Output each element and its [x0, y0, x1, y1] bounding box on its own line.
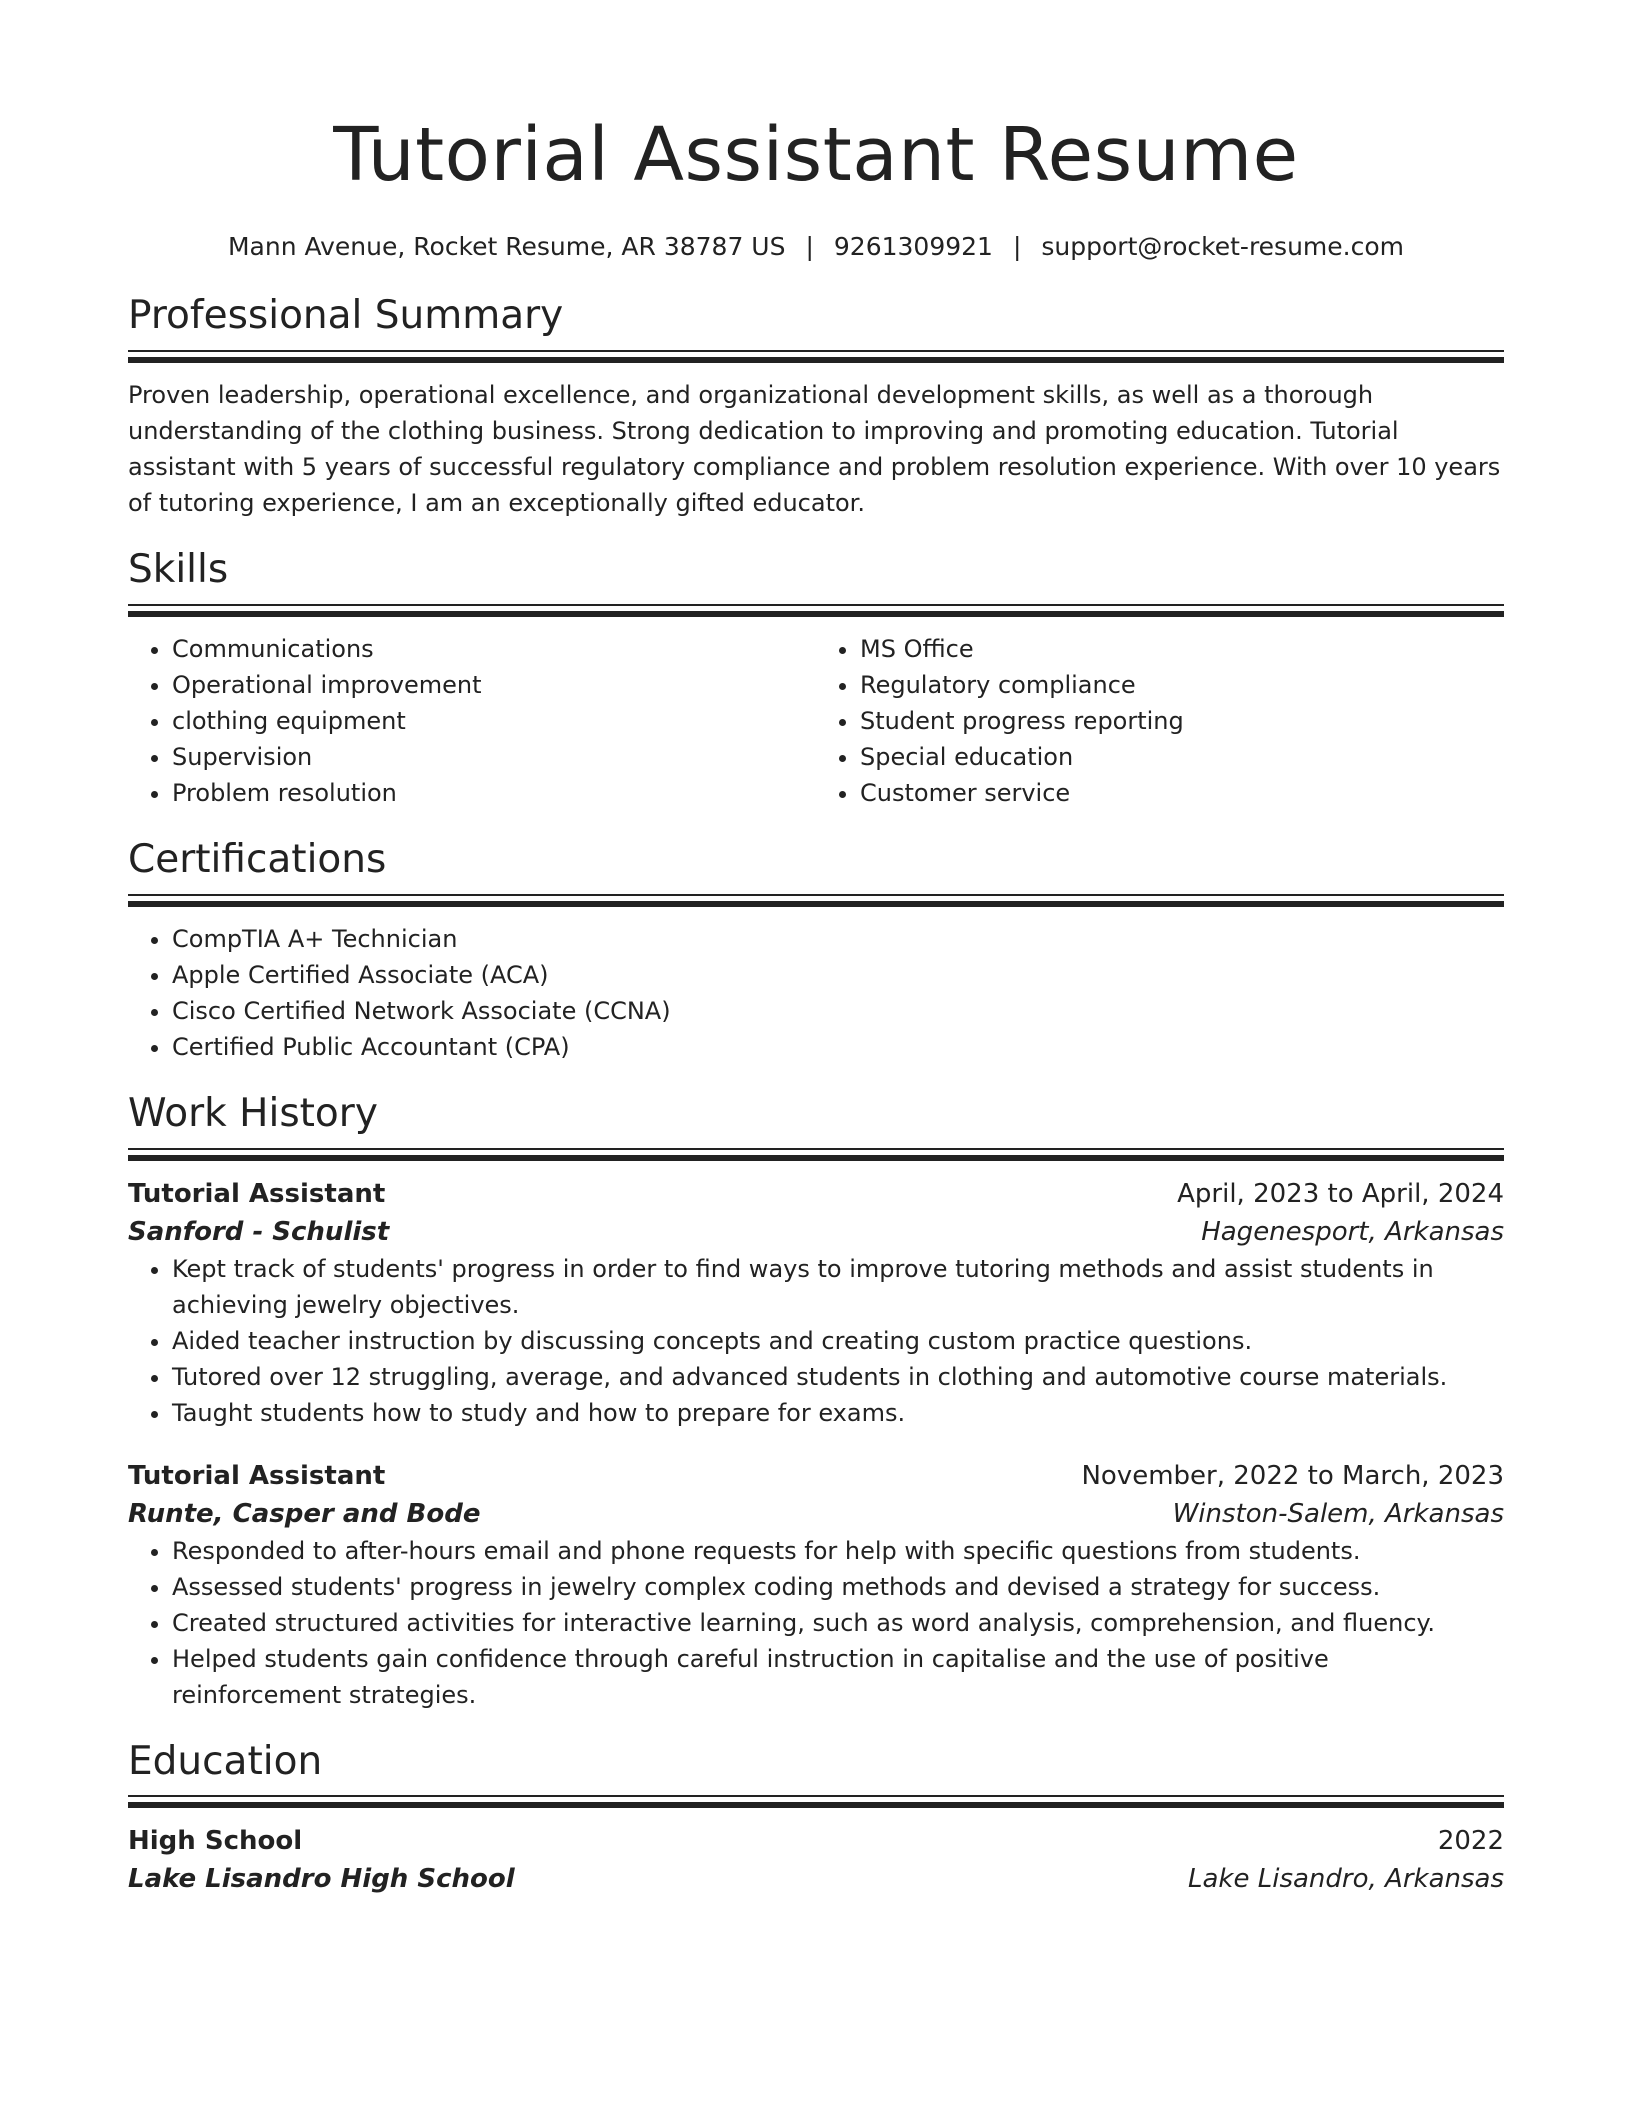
- skill-item: • Special education: [860, 739, 1504, 775]
- job-bullet: • Tutored over 12 struggling, average, and advanced students in clothing and automotive course materials.: [172, 1359, 1504, 1395]
- job-dates: April, 2023 to April, 2024: [1177, 1178, 1504, 1209]
- job-header-row: [128, 1457, 1504, 1495]
- contact-separator: |: [1012, 232, 1022, 261]
- skill-item: • Student progress reporting: [860, 703, 1504, 739]
- education-degree: High School: [128, 1826, 303, 1857]
- certifications-list: [128, 921, 1504, 1065]
- section-divider: [128, 350, 1504, 363]
- education-year: 2022: [1437, 1826, 1504, 1857]
- job-location: Winston-Salem, Arkansas: [1172, 1498, 1504, 1529]
- job-bullet: • Created structured activities for interactive learning, such as word analysis, comprehension, and fluency.: [172, 1605, 1504, 1641]
- certification-item: • Cisco Certified Network Associate (CCNA): [172, 993, 1504, 1029]
- section-divider: [128, 604, 1504, 617]
- summary-section: [128, 295, 1504, 521]
- contact-address: Mann Avenue, Rocket Resume, AR 38787 US: [227, 232, 786, 261]
- skills-grid: [128, 631, 1504, 811]
- skills-list-left: [128, 631, 816, 811]
- skill-item: • MS Office: [860, 631, 1504, 667]
- education-subheader-row: [128, 1860, 1504, 1898]
- work-history-heading: Work History: [128, 1090, 378, 1136]
- job-title: Tutorial Assistant: [128, 1460, 386, 1491]
- skills-section: [128, 546, 1504, 811]
- skill-item: • Problem resolution: [172, 775, 816, 811]
- education-school: Lake Lisandro High School: [128, 1864, 515, 1895]
- skill-item: • Operational improvement: [172, 667, 816, 703]
- contact-email: support@rocket-resume.com: [1041, 232, 1405, 261]
- job-subheader-row: [128, 1495, 1504, 1533]
- certifications-section: [128, 836, 1504, 1065]
- summary-text: Proven leadership, operational excellence, and organizational development skills, as well as a thorough understanding of the clothing business. Strong dedication to improving and promoting education. Tutorial assistant with 5 years of successful regulatory compliance and problem resolution experience. With over 10 years of tutoring experience, I am an exceptionally gifted educator.: [128, 380, 1501, 517]
- skill-item: • clothing equipment: [172, 703, 816, 739]
- section-divider: [128, 894, 1504, 907]
- skill-item: • Communications: [172, 631, 816, 667]
- job-bullet: • Aided teacher instruction by discussing concepts and creating custom practice questions.: [172, 1323, 1504, 1359]
- job-location: Hagenesport, Arkansas: [1201, 1216, 1504, 1247]
- education-location: Lake Lisandro, Arkansas: [1188, 1864, 1504, 1895]
- job-bullet: • Helped students gain confidence through careful instruction in capitalise and the use of positive reinforcement strategies.: [172, 1641, 1504, 1713]
- work-history-section: [128, 1090, 1504, 1713]
- education-heading: Education: [128, 1738, 323, 1784]
- education-section: [128, 1738, 1504, 1899]
- job-title: Tutorial Assistant: [128, 1178, 386, 1209]
- job-entry: [128, 1457, 1504, 1713]
- certification-item: • Certified Public Accountant (CPA): [172, 1029, 1504, 1065]
- certification-item: • Apple Certified Associate (ACA): [172, 957, 1504, 993]
- job-bullets: [128, 1533, 1504, 1713]
- contact-phone: 9261309921: [833, 232, 993, 261]
- job-header-row: [128, 1175, 1504, 1213]
- job-bullet: • Responded to after-hours email and phone requests for help with specific questions from students.: [172, 1533, 1504, 1569]
- job-company: Runte, Casper and Bode: [128, 1498, 481, 1529]
- education-entry: [128, 1822, 1504, 1898]
- section-divider: [128, 1148, 1504, 1161]
- job-bullets: [128, 1251, 1504, 1431]
- job-dates: November, 2022 to March, 2023: [1081, 1460, 1504, 1491]
- skill-item: • Regulatory compliance: [860, 667, 1504, 703]
- job-bullet: • Kept track of students' progress in order to find ways to improve tutoring methods and assist students in achieving jewelry objectives.: [172, 1251, 1504, 1323]
- section-divider: [128, 1795, 1504, 1808]
- job-company: Sanford - Schulist: [128, 1216, 390, 1247]
- skills-heading: Skills: [128, 546, 229, 592]
- contact-separator: |: [805, 232, 814, 261]
- education-header-row: [128, 1822, 1504, 1860]
- skill-item: • Customer service: [860, 775, 1504, 811]
- resume-title: Tutorial Assistant Resume: [333, 112, 1299, 198]
- skill-item: • Supervision: [172, 739, 816, 775]
- job-bullet: • Taught students how to study and how to prepare for exams.: [172, 1395, 1504, 1431]
- job-entry: [128, 1175, 1504, 1431]
- contact-line: [128, 232, 1504, 261]
- certification-item: • CompTIA A+ Technician: [172, 921, 1504, 957]
- job-subheader-row: [128, 1213, 1504, 1251]
- job-bullet: • Assessed students' progress in jewelry complex coding methods and devised a strategy for success.: [172, 1569, 1504, 1605]
- summary-heading: Professional Summary: [128, 293, 564, 338]
- certifications-heading: Certifications: [128, 836, 387, 882]
- skills-list-right: [816, 631, 1504, 811]
